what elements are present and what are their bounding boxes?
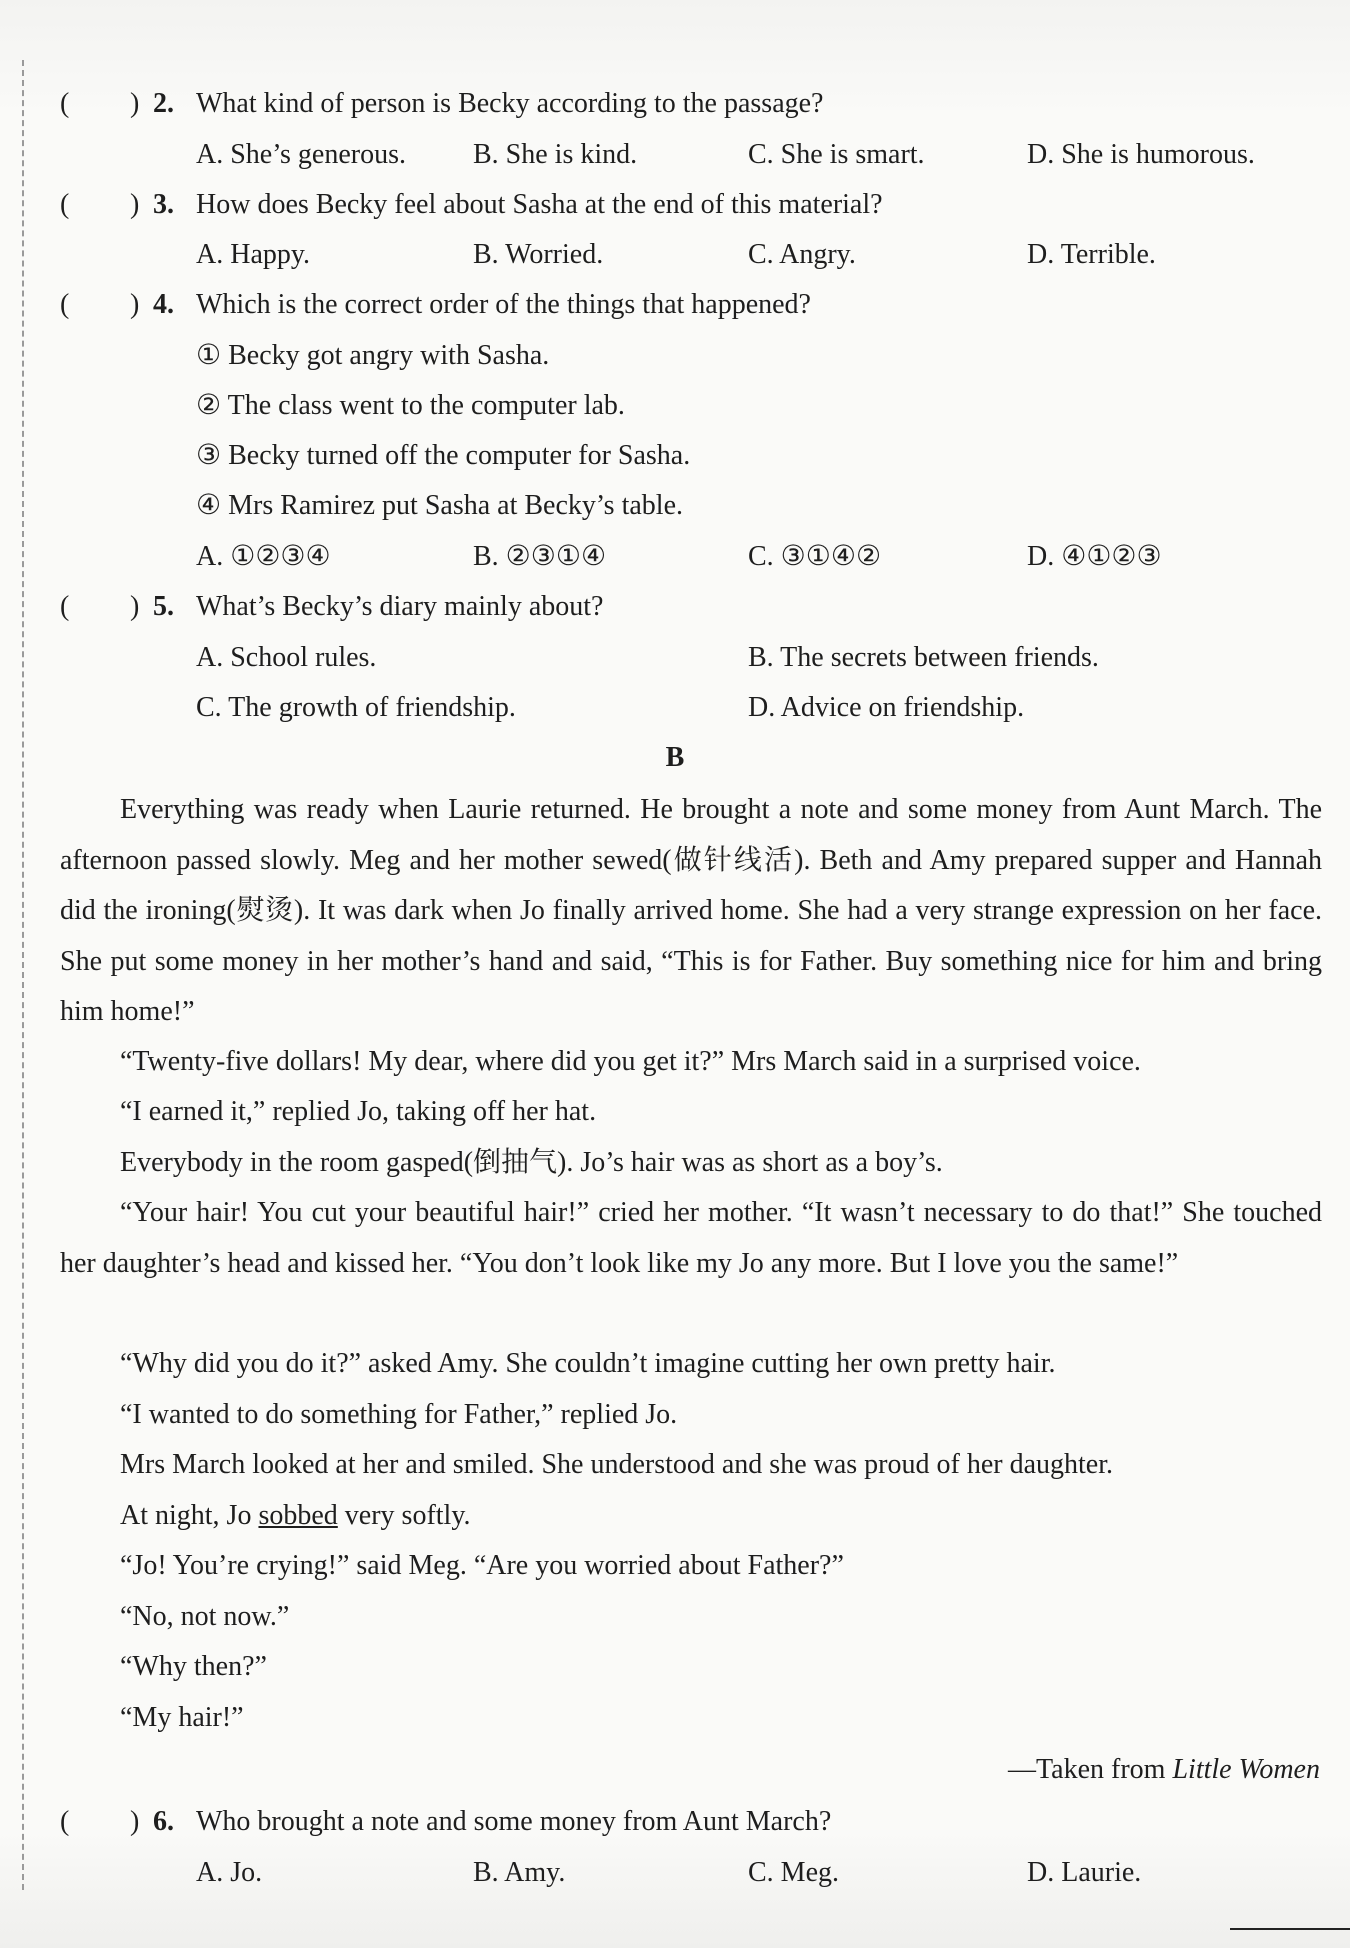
question-number: 5. bbox=[153, 591, 174, 622]
question-stem: Which is the correct order of the things that happened? bbox=[196, 289, 811, 320]
answer-blank-open[interactable]: ( bbox=[60, 189, 70, 220]
answer-blank-close: ) bbox=[130, 88, 140, 119]
option-c[interactable]: C. The growth of friendship. bbox=[196, 692, 516, 723]
margin-dashed-rule bbox=[22, 60, 24, 1890]
answer-blank-open[interactable]: ( bbox=[60, 289, 70, 320]
option-a[interactable]: A. School rules. bbox=[196, 642, 377, 673]
answer-blank-open[interactable]: ( bbox=[60, 88, 70, 119]
passage-paragraph-7: “I wanted to do something for Father,” replied Jo. bbox=[120, 1399, 678, 1430]
passage-source bbox=[1008, 1752, 1320, 1788]
option-c[interactable]: C. She is smart. bbox=[748, 139, 925, 170]
answer-blank-close: ) bbox=[130, 591, 140, 622]
question-number: 6. bbox=[153, 1806, 174, 1837]
section-b-title: B bbox=[665, 742, 685, 773]
passage-paragraph-2: “Twenty-five dollars! My dear, where did you get it?” Mrs March said in a surprised voice. bbox=[120, 1046, 1141, 1077]
passage-paragraph-6: “Why did you do it?” asked Amy. She couldn’t imagine cutting her own pretty hair. bbox=[120, 1348, 1056, 1379]
passage-paragraph-3: “I earned it,” replied Jo, taking off her hat. bbox=[120, 1096, 597, 1127]
sentence-end: very softly. bbox=[337, 1500, 471, 1531]
option-c[interactable]: C. Meg. bbox=[748, 1857, 839, 1888]
question-number: 3. bbox=[153, 189, 174, 220]
option-c[interactable]: C. Angry. bbox=[748, 239, 856, 270]
event-4: ④ Mrs Ramirez put Sasha at Becky’s table. bbox=[196, 490, 683, 521]
passage-paragraph-1: Everything was ready when Laurie returned. He brought a note and some money from Aunt March. The afternoon passed slowly. Meg and her mother sewed(做针线活). Beth and Amy prepared supper and Hannah did the ironing(熨烫). It was dark when Jo finally arrived home. She had a very strange expression on her face. She put some money in her mother’s hand and said, “This is for Father. Buy something nice for him and bring him home!” bbox=[60, 794, 1322, 1027]
option-d[interactable]: D. ④①②③ bbox=[1027, 541, 1162, 572]
option-a[interactable]: A. Happy. bbox=[196, 239, 311, 270]
answer-blank-open[interactable]: ( bbox=[60, 591, 70, 622]
question-stem: What’s Becky’s diary mainly about? bbox=[196, 591, 604, 622]
option-d[interactable]: D. Advice on friendship. bbox=[748, 692, 1025, 723]
answer-blank-open[interactable]: ( bbox=[60, 1806, 70, 1837]
option-c[interactable]: C. ③①④② bbox=[748, 541, 882, 572]
underlined-word: sobbed bbox=[258, 1500, 338, 1531]
passage-paragraph-12: “Why then?” bbox=[120, 1651, 267, 1682]
question-number: 2. bbox=[153, 88, 174, 119]
option-d[interactable]: D. Terrible. bbox=[1027, 239, 1156, 270]
option-b[interactable]: B. ②③①④ bbox=[473, 541, 607, 572]
option-b[interactable]: B. Worried. bbox=[473, 239, 604, 270]
question-number: 4. bbox=[153, 289, 174, 320]
question-stem: Who brought a note and some money from Aunt March? bbox=[196, 1806, 832, 1837]
question-stem: How does Becky feel about Sasha at the end of this material? bbox=[196, 189, 883, 220]
event-1: ① Becky got angry with Sasha. bbox=[196, 340, 550, 371]
option-d[interactable]: D. She is humorous. bbox=[1027, 139, 1255, 170]
passage-paragraph-10: “Jo! You’re crying!” said Meg. “Are you worried about Father?” bbox=[120, 1550, 844, 1581]
bottom-edge-rule bbox=[1230, 1928, 1350, 1930]
option-b[interactable]: B. Amy. bbox=[473, 1857, 566, 1888]
event-3: ③ Becky turned off the computer for Sasha. bbox=[196, 440, 691, 471]
event-2: ② The class went to the computer lab. bbox=[196, 390, 625, 421]
question-stem: What kind of person is Becky according to the passage? bbox=[196, 88, 824, 119]
option-a[interactable]: A. ①②③④ bbox=[196, 541, 331, 572]
answer-blank-close: ) bbox=[130, 1806, 140, 1837]
answer-blank-close: ) bbox=[130, 289, 140, 320]
answer-blank-close: ) bbox=[130, 189, 140, 220]
passage-paragraph-11: “No, not now.” bbox=[120, 1601, 290, 1632]
passage-paragraph-13: “My hair!” bbox=[120, 1702, 244, 1733]
option-d[interactable]: D. Laurie. bbox=[1027, 1857, 1142, 1888]
passage-paragraph-8: Mrs March looked at her and smiled. She understood and she was proud of her daughter. bbox=[120, 1449, 1113, 1480]
passage-paragraph-5: “Your hair! You cut your beautiful hair!” cried her mother. “It wasn’t necessary to do that!” She touched her daughter’s head and kissed her. “You don’t look like my Jo any more. But I love you the same!” bbox=[60, 1197, 1322, 1279]
option-a[interactable]: A. Jo. bbox=[196, 1857, 263, 1888]
option-b[interactable]: B. She is kind. bbox=[473, 139, 638, 170]
passage-paragraph-9 bbox=[60, 1491, 1322, 1542]
option-a[interactable]: A. She’s generous. bbox=[196, 139, 406, 170]
source-prefix: —Taken from bbox=[1008, 1754, 1173, 1785]
source-title: Little Women bbox=[1172, 1754, 1320, 1785]
sentence-start: At night, Jo bbox=[120, 1500, 259, 1531]
option-b[interactable]: B. The secrets between friends. bbox=[748, 642, 1099, 673]
passage-paragraph-4: Everybody in the room gasped(倒抽气). Jo’s hair was as short as a boy’s. bbox=[120, 1147, 943, 1178]
